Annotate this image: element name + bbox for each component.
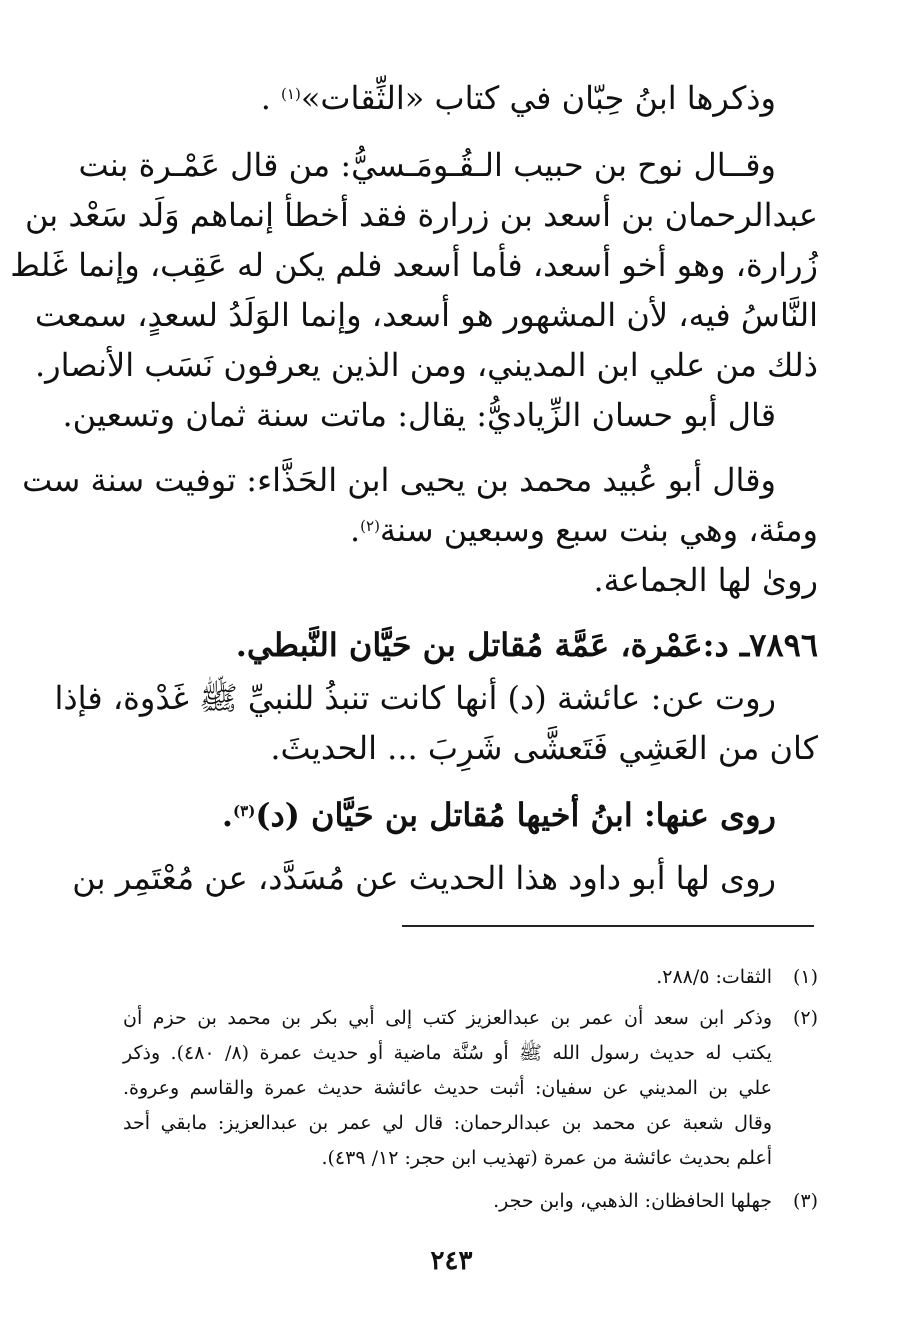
footnote-2-line-3 (123, 1073, 818, 1103)
page-number: ٢٤٣ (430, 1246, 473, 1276)
footnote-ref-3: (٣) (233, 802, 256, 820)
body-line-2: وقــال نوح بن حبيب الـقُـومَـسيُّ: من قال عَمْـرة بنت (78, 146, 776, 184)
footnote-text: أعلم بحديث عائشة من عمرة (تهذيب ابن حجر: ١٢/ ٤٣٩). (321, 1147, 772, 1169)
body-line-10: روىٰ لها الجماعة. (593, 561, 818, 599)
body-line-7: قال أبو حسان الزِّياديُّ: يقال: ماتت سنة ثمان وتسعين. (62, 396, 776, 434)
footnote-3 (123, 1186, 818, 1216)
footnote-number: (٣) (792, 1190, 818, 1212)
footnote-text: يكتب له حديث رسول الله ﷺ أو سُنَّة ماضية أو حديث عمرة (٨/ ٤٨٠). وذكر (123, 1042, 772, 1064)
body-line-6: ذلك من علي ابن المديني، ومن الذين يعرفون نَسَب الأنصار. (34, 346, 818, 384)
footnote-2-line-5 (123, 1143, 818, 1173)
footnote-ref-1: (١) (281, 85, 301, 103)
body-line-12: روت عن: عائشة (د) أنها كانت تنبذُ للنبيِّ ﷺ غَدْوة، فإذا (54, 679, 776, 717)
body-line-1: وذكرها ابنُ حِبّان في كتاب «الثِّقات»$^{(١)}$ . (260, 79, 776, 117)
footnote-2-line-2 (123, 1038, 818, 1068)
body-line-15: روى لها أبو داود هذا الحديث عن مُسَدَّد، عن مُعْتَمِر بن (72, 859, 776, 897)
footnote-text: علي بن المديني عن سفيان: أثبت حديث عائشة حديث عمرة والقاسم وعروة. (123, 1077, 772, 1099)
entry-heading: ٧٨٩٦ـ د:عَمْرة، عَمَّة مُقاتل بن حَيَّان النَّبطي. (235, 626, 818, 664)
footnote-text: وذكر ابن سعد أن عمر بن عبدالعزيز كتب إلى أبي بكر بن محمد بن حزم أن (123, 1007, 772, 1029)
footnote-1 (123, 962, 818, 992)
body-line-4: زُرارة، وهو أخو أسعد، فأما أسعد فلم يكن له عَقِب، وإنما غَلط (10, 246, 818, 284)
body-line-5: النَّاسُ فيه، لأن المشهور هو أسعد، وإنما الوَلَدُ لسعدٍ، سمعت (34, 296, 818, 334)
body-line-14: روى عنها: ابنُ أخيها مُقاتل بن حَيَّان (د)$^{(٣)}$. (221, 796, 776, 834)
body-line-8: وقال أبو عُبيد محمد بن يحيى ابن الحَذَّاء: توفيت سنة ست (22, 461, 776, 499)
footnote-ref-2: (٢) (360, 517, 380, 535)
body-line-3: عبدالرحمان بن أسعد بن زرارة فقد أخطأ إنماهم وَلَد سَعْد بن (24, 196, 818, 234)
footnote-number: (٢) (792, 1007, 818, 1029)
footnote-text: جهلها الحافظان: الذهبي، وابن حجر. (493, 1190, 772, 1212)
footnote-2-line-4 (123, 1108, 818, 1138)
footnote-text: الثقات: ٢٨٨/٥. (656, 966, 772, 988)
body-line-9: ومئة، وهي بنت سبع وسبعين سنة$^{(٢)}$. (349, 511, 818, 549)
footnote-text: وقال شعبة عن محمد بن عبدالرحمان: قال لي عمر بن عبدالعزيز: مابقي أحد (123, 1112, 772, 1134)
body-line-13: كان من العَشِي فَتَعشَّى شَرِبَ ... الحديثَ. (270, 729, 818, 767)
footnote-2-line-1 (123, 1003, 818, 1033)
footnote-separator (402, 925, 814, 927)
footnote-number: (١) (792, 966, 818, 988)
